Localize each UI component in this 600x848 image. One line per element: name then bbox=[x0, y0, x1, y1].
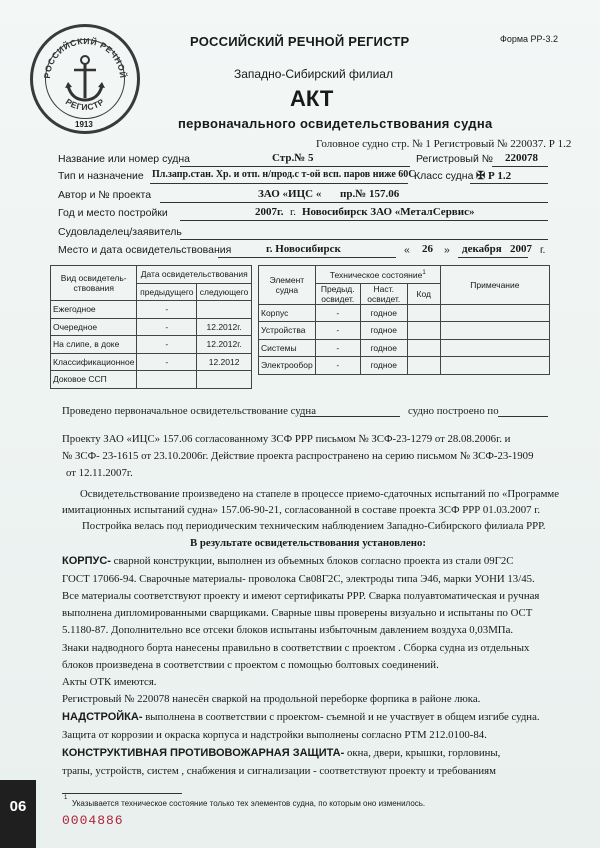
cell-cur-state: годное bbox=[360, 339, 407, 357]
text-line: блоков произведена в соответствии с проектом с помощью болтовых соединений. bbox=[62, 659, 439, 671]
cell-prev-state: - bbox=[315, 322, 360, 340]
footnote-text: Указывается техническое состояние только тех элементов судна, по которым оно изменилось. bbox=[72, 799, 426, 808]
cell-next bbox=[197, 301, 252, 319]
seal-text-bottom: РЕГИСТР bbox=[63, 96, 107, 113]
result-heading: В результате освидетельствования установлено: bbox=[190, 537, 426, 549]
survey-dates-table bbox=[50, 265, 252, 389]
cell-note bbox=[440, 339, 549, 357]
reg-number-value: 220078 bbox=[505, 152, 538, 164]
cell-kind: На слипе, в доке bbox=[51, 336, 137, 354]
superstructure-text: выполнена в соответствии с проектом- съемной и не участвует в общем изгибе судна. bbox=[142, 711, 540, 723]
survey-year-suffix: г. bbox=[540, 244, 546, 256]
cell-prev-state: - bbox=[315, 339, 360, 357]
build-year-label: Год и место постройки bbox=[58, 207, 168, 219]
cell-element: Системы bbox=[259, 339, 316, 357]
text-line bbox=[62, 553, 513, 569]
cell-prev-state: - bbox=[315, 304, 360, 322]
survey-label: Место и дата освидетельствования bbox=[58, 244, 232, 256]
cell-cur-state: годное bbox=[360, 304, 407, 322]
document-title: АКТ bbox=[290, 86, 334, 111]
build-year-value: 2007г. bbox=[255, 206, 284, 218]
table-row bbox=[51, 318, 252, 336]
table-row bbox=[259, 322, 550, 340]
text-line: Постройка велась под периодическим техническим наблюдением Западно-Сибирского филиала РРР. bbox=[82, 520, 546, 532]
quote-open: « bbox=[404, 244, 410, 256]
fire-protection-text: окна, двери, крышки, горловины, bbox=[344, 747, 501, 759]
cell-prev-state: - bbox=[315, 357, 360, 375]
cell-element: Устройства bbox=[259, 322, 316, 340]
table-row bbox=[51, 301, 252, 319]
cell-cur-state: годное bbox=[360, 322, 407, 340]
technical-state-table bbox=[258, 265, 550, 375]
text-line: от 12.11.2007г. bbox=[66, 467, 133, 479]
class-value: ✠ Р 1.2 bbox=[476, 170, 512, 182]
cell-next: 12.2012г. bbox=[197, 336, 252, 354]
col-header-note: Примечание bbox=[440, 266, 549, 305]
cell-note bbox=[440, 357, 549, 375]
table-row bbox=[51, 353, 252, 371]
survey-day-value: 26 bbox=[422, 243, 433, 255]
cell-code bbox=[407, 322, 440, 340]
table-row bbox=[51, 371, 252, 389]
cell-note bbox=[440, 322, 549, 340]
head-vessel-info: Головное судно стр. № 1 Регистровый № 220037. Р 1.2 bbox=[316, 138, 572, 150]
table-row bbox=[259, 304, 550, 322]
text-line: трапы, устройств, систем , снабжения и сигнализации - соответствуют проекту и требованиям bbox=[62, 765, 496, 777]
hull-text: сварной конструкции, выполнен из объемных блоков согласно проекта из стали 09Г2С bbox=[110, 555, 514, 567]
svg-text:РОССИЙСКИЙ РЕЧНОЙ bbox=[42, 35, 129, 78]
text-line bbox=[62, 745, 500, 761]
vessel-name-label: Название или номер судна bbox=[58, 153, 190, 165]
text-line: Акты ОТК имеются. bbox=[62, 676, 157, 688]
cell-prev: - bbox=[137, 318, 197, 336]
cell-prev: - bbox=[137, 301, 197, 319]
cell-prev: - bbox=[137, 336, 197, 354]
state-header-text: Техническое состояние bbox=[329, 270, 423, 281]
text-line: судно построено по bbox=[408, 405, 499, 417]
survey-place-value: г. Новосибирск bbox=[266, 243, 341, 255]
col-header-dates: Дата освидетельствования bbox=[137, 266, 252, 284]
seal-ring-icon bbox=[30, 24, 140, 134]
cell-note bbox=[440, 304, 549, 322]
cell-prev bbox=[137, 371, 197, 389]
text-line: 5.1180-87. Дополнительно все отсеки блоков испытаны избыточным давлением воздуха 0,03МПа. bbox=[62, 624, 514, 636]
text-line: Проведено первоначальное освидетельствование судна bbox=[62, 405, 317, 417]
seal-text-top: РОССИЙСКИЙ РЕЧНОЙ bbox=[41, 35, 129, 79]
cell-next: 12.2012 bbox=[197, 353, 252, 371]
fire-protection-heading: КОНСТРУКТИВНАЯ ПРОТИВОВОЖАРНАЯ ЗАЩИТА- bbox=[62, 747, 345, 759]
text-line: имитационных испытаний судна» 157.06-90-21, согласованной в составе проекта ЗСФ РРР 01.03.2007 г. bbox=[62, 504, 541, 516]
col-header-cur-state: Наст. освидет. bbox=[360, 283, 407, 304]
col-header-next: следующего bbox=[197, 283, 252, 301]
project-value: пр.№ 157.06 bbox=[340, 188, 400, 200]
cell-next: 12.2012г. bbox=[197, 318, 252, 336]
vessel-type-value: Пл.запр.стан. Хр. и отп. н/прод.с т-ой всп. паров ниже 60С bbox=[152, 169, 416, 180]
cell-code bbox=[407, 339, 440, 357]
hull-heading: КОРПУС- bbox=[62, 555, 111, 567]
svg-text:РЕГИСТР bbox=[64, 96, 107, 112]
serial-number: 0004886 bbox=[62, 813, 124, 828]
col-header-code: Код bbox=[407, 283, 440, 304]
cell-kind: Очередное bbox=[51, 318, 137, 336]
build-place-value: Новосибирск ЗАО «МеталСервис» bbox=[302, 206, 475, 218]
vessel-name-value: Стр.№ 5 bbox=[272, 152, 314, 164]
text-line: Проекту ЗАО «ИЦС» 157.06 согласованному ЗСФ РРР письмом № ЗСФ-23-1279 от 28.08.2006г. и bbox=[62, 433, 511, 445]
survey-year-value: 2007 bbox=[510, 243, 532, 255]
col-header-kind: Вид освидетель-ствования bbox=[51, 266, 137, 301]
text-line: Освидетельствование произведено на стапеле в процессе приемо-сдаточных испытаний по «Программе bbox=[80, 488, 560, 500]
superstructure-heading: НАДСТРОЙКА- bbox=[62, 711, 143, 723]
cell-code bbox=[407, 357, 440, 375]
quote-close: » bbox=[444, 244, 450, 256]
cell-element: Электрообор bbox=[259, 357, 316, 375]
form-number: Форма РР-3.2 bbox=[500, 34, 559, 44]
cell-code bbox=[407, 304, 440, 322]
text-line: Все материалы соответствуют проекту и имеют сертификаты РРР. Сварка полуавтоматическая и ручная bbox=[62, 590, 540, 602]
class-label: Класс судна bbox=[414, 170, 474, 182]
cell-kind: Доковое ССП bbox=[51, 371, 137, 389]
register-seal-logo bbox=[30, 24, 140, 134]
text-line: ГОСТ 17066-94. Сварочные материалы- проволока Св08Г2С, электроды типа Э46, марки УОНИ 13/45. bbox=[62, 573, 535, 585]
text-line: Защита от коррозии и окраска корпуса и надстройки выполнены согласно РТМ 212.0100-84. bbox=[62, 729, 487, 741]
footnote-marker: 1 bbox=[64, 795, 68, 801]
cell-kind: Ежегодное bbox=[51, 301, 137, 319]
text-line: Знаки надводного борта нанесены правильно в соответствии с проектом . Сборка судна из отдельных bbox=[62, 642, 530, 654]
survey-month-value: декабря bbox=[462, 243, 502, 255]
reg-number-label: Регистровый № bbox=[416, 153, 493, 165]
author-value: ЗАО «ИЦС « bbox=[258, 188, 322, 200]
cell-next bbox=[197, 371, 252, 389]
page-number-tab: 06 bbox=[0, 780, 36, 848]
organization-title: РОССИЙСКИЙ РЕЧНОЙ РЕГИСТР bbox=[190, 34, 410, 49]
text-line bbox=[62, 709, 540, 725]
col-header-element: Элемент судна bbox=[259, 266, 316, 305]
author-label: Автор и № проекта bbox=[58, 189, 152, 201]
cell-cur-state: годное bbox=[360, 357, 407, 375]
owner-label: Судовладелец/заявитель bbox=[58, 226, 182, 238]
cell-kind: Классификационное bbox=[51, 353, 137, 371]
col-header-prev-state: Предыд. освидет. bbox=[315, 283, 360, 304]
cell-element: Корпус bbox=[259, 304, 316, 322]
text-line: № ЗСФ- 23-1615 от 23.10.2006г. Действие проекта распространено на серию письмом № ЗСФ-23-1909 bbox=[62, 450, 534, 462]
text-line: Регистровый № 220078 нанесён сваркой на продольной переборке форпика в районе люка. bbox=[62, 693, 481, 705]
text-line: выполнена дипломированными сварщиками. Сварные швы проверены визуально и испытаны по ОСТ bbox=[62, 607, 533, 619]
cell-prev: - bbox=[137, 353, 197, 371]
document-subtitle: первоначального освидетельствования судна bbox=[178, 116, 493, 131]
vessel-type-label: Тип и назначение bbox=[58, 170, 144, 182]
table-row bbox=[259, 339, 550, 357]
build-place-prefix: г. bbox=[290, 206, 297, 218]
table-row bbox=[51, 336, 252, 354]
col-header-prev: предыдущего bbox=[137, 283, 197, 301]
table-row bbox=[259, 357, 550, 375]
state-header-sup: 1 bbox=[422, 270, 426, 277]
seal-year: 1913 bbox=[75, 120, 93, 129]
branch-name: Западно-Сибирский филиал bbox=[234, 67, 393, 81]
col-header-state bbox=[315, 266, 440, 284]
